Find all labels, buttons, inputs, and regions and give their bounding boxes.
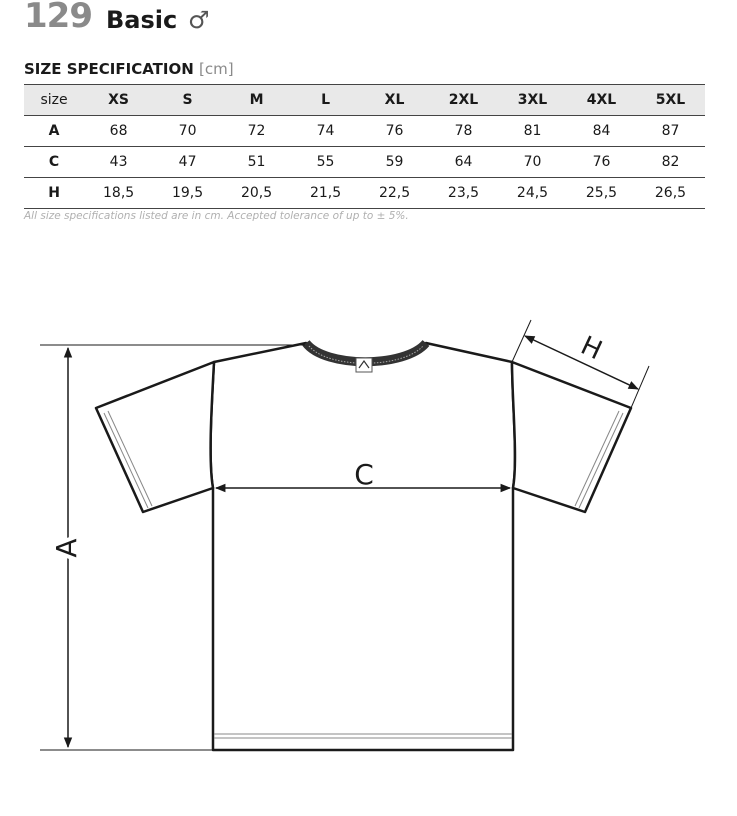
label-c: C [354, 458, 374, 491]
size-column-label: size [24, 85, 84, 116]
table-cell: 64 [429, 147, 498, 178]
table-cell: 81 [498, 116, 567, 147]
table-cell: 22,5 [360, 178, 429, 209]
size-header-cell: 3XL [498, 85, 567, 116]
size-header-cell: S [153, 85, 222, 116]
table-cell: 82 [636, 147, 705, 178]
table-cell: 18,5 [84, 178, 153, 209]
table-cell: 59 [360, 147, 429, 178]
table-cell: 87 [636, 116, 705, 147]
table-cell: 55 [291, 147, 360, 178]
table-cell: 84 [567, 116, 636, 147]
label-a: A [50, 538, 83, 558]
tolerance-note: All size specifications listed are in cm. Accepted tolerance of up to ± 5%. [24, 210, 409, 222]
table-cell: 24,5 [498, 178, 567, 209]
row-label: C [24, 147, 84, 178]
product-code: 129 [24, 0, 92, 36]
table-cell: 51 [222, 147, 291, 178]
table-cell: 20,5 [222, 178, 291, 209]
table-cell: 23,5 [429, 178, 498, 209]
table-cell: 25,5 [567, 178, 636, 209]
table-cell: 21,5 [291, 178, 360, 209]
table-cell: 76 [567, 147, 636, 178]
row-label: A [24, 116, 84, 147]
size-header-cell: 5XL [636, 85, 705, 116]
right-sleeve [512, 362, 631, 512]
table-cell: 68 [84, 116, 153, 147]
label-h: H [576, 330, 607, 367]
male-gender-icon: ♂ [188, 6, 210, 34]
table-cell: 76 [360, 116, 429, 147]
left-sleeve [96, 362, 214, 512]
spec-title-text: SIZE SPECIFICATION [24, 60, 194, 78]
table-cell: 78 [429, 116, 498, 147]
size-header-cell: 4XL [567, 85, 636, 116]
table-cell: 47 [153, 147, 222, 178]
table-cell: 26,5 [636, 178, 705, 209]
table-cell: 70 [153, 116, 222, 147]
table-cell: 19,5 [153, 178, 222, 209]
table-cell: 74 [291, 116, 360, 147]
row-label: H [24, 178, 84, 209]
size-header-cell: XL [360, 85, 429, 116]
size-header-cell: M [222, 85, 291, 116]
table-cell: 70 [498, 147, 567, 178]
size-header-cell: XS [84, 85, 153, 116]
product-model-name: Basic [106, 6, 178, 34]
table-cell: 72 [222, 116, 291, 147]
spec-unit: [cm] [199, 60, 234, 78]
size-header-cell: 2XL [429, 85, 498, 116]
size-header-cell: L [291, 85, 360, 116]
table-cell: 43 [84, 147, 153, 178]
tshirt-outline [96, 343, 631, 750]
